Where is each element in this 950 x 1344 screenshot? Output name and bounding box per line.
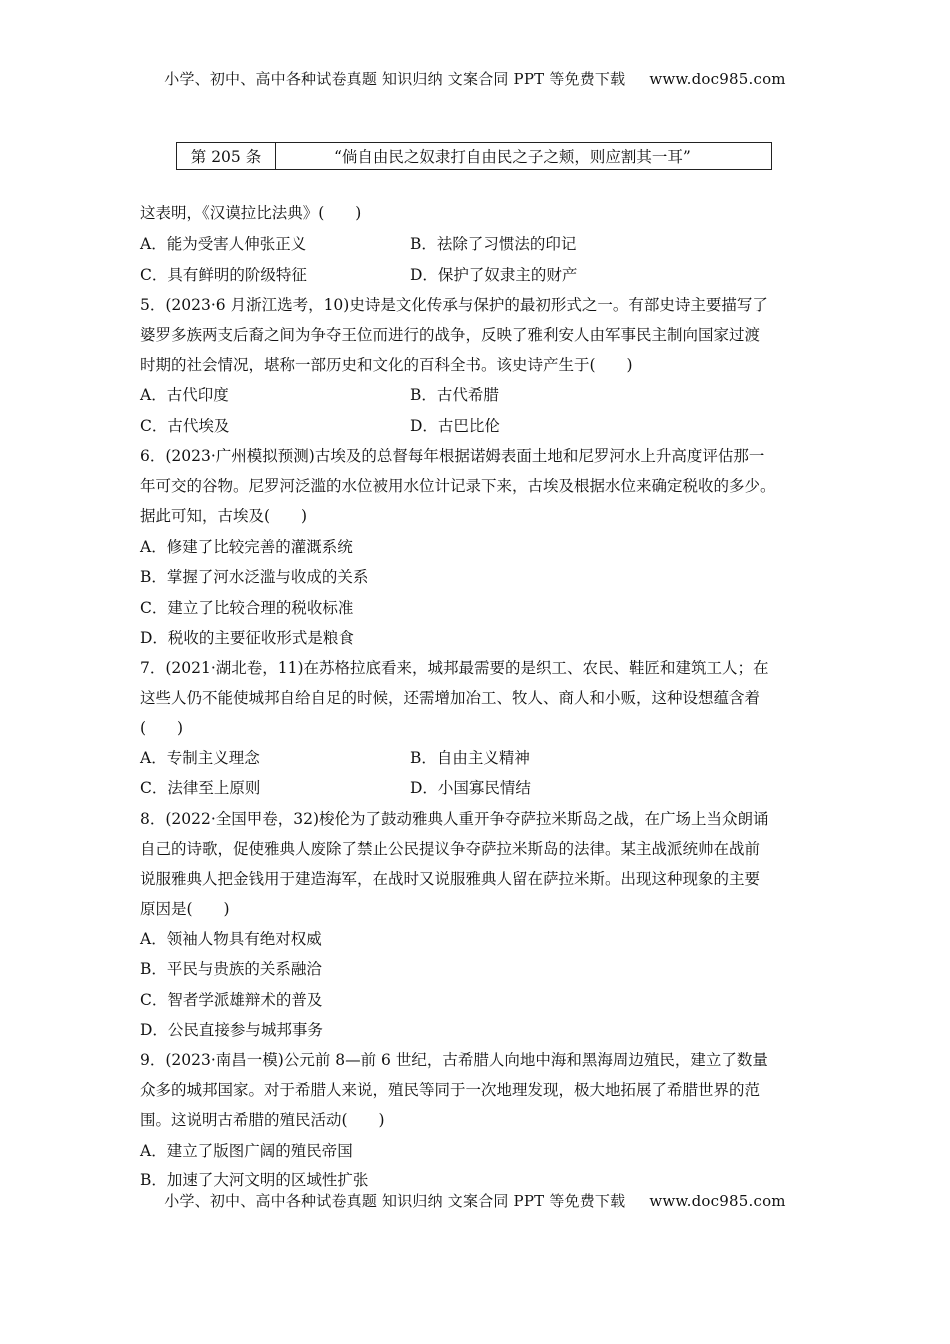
q4-option-b: B．祛除了习惯法的印记 — [410, 235, 577, 253]
q9-line-1: 9．(2023·南昌一模)公元前 8—前 6 世纪，古希腊人向地中海和黑海周边殖民，建立了数量 — [140, 1051, 768, 1069]
q8-option-d: D．公民直接参与城邦事务 — [140, 1021, 323, 1039]
page-header — [0, 68, 950, 89]
footer-text: 小学、初中、高中各种试卷真题 知识归纳 文案合同 PPT 等免费下载 — [164, 1192, 626, 1210]
q5-option-b: B．古代希腊 — [410, 386, 499, 404]
q7-option-b: B．自由主义精神 — [410, 749, 530, 767]
q8-option-a: A．领袖人物具有绝对权威 — [140, 930, 322, 948]
q5-option-c: C．古代埃及 — [140, 417, 230, 435]
q8-line-2: 自己的诗歌，促使雅典人废除了禁止公民提议争夺萨拉米斯岛的法律。某主战派统帅在战前 — [140, 840, 761, 858]
q5-line-2: 婆罗多族两支后裔之间为争夺王位而进行的战争，反映了雅利安人由军事民主制向国家过渡 — [140, 326, 761, 344]
page-footer — [0, 1190, 950, 1211]
q9-line-3: 围。这说明古希腊的殖民活动( ) — [140, 1111, 385, 1129]
q4-option-d: D．保护了奴隶主的财产 — [410, 266, 578, 284]
footer-url[interactable]: www.doc985.com — [649, 1192, 786, 1210]
law-article: 第 205 条 — [177, 143, 276, 169]
q6-option-b: B．掌握了河水泛滥与收成的关系 — [140, 568, 369, 586]
q9-option-a: A．建立了版图广阔的殖民帝国 — [140, 1142, 353, 1160]
q5-line-3: 时期的社会情况，堪称一部历史和文化的百科全书。该史诗产生于( ) — [140, 356, 633, 374]
q6-option-c: C．建立了比较合理的税收标准 — [140, 599, 354, 617]
q6-line-1: 6．(2023·广州模拟预测)古埃及的总督每年根据诺姆表面土地和尼罗河水上升高度评估那一 — [140, 447, 765, 465]
q6-line-2: 年可交的谷物。尼罗河泛滥的水位被用水位计记录下来，古埃及根据水位来确定税收的多少。 — [140, 477, 776, 495]
q7-line-1: 7．(2021·湖北卷，11)在苏格拉底看来，城邦最需要的是织工、农民、鞋匠和建筑工人；在 — [140, 659, 769, 677]
q5-option-d: D．古巴比伦 — [410, 417, 500, 435]
q4-option-c: C．具有鲜明的阶级特征 — [140, 266, 307, 284]
q8-option-b: B．平民与贵族的关系融洽 — [140, 960, 322, 978]
q7-option-a: A．专制主义理念 — [140, 749, 260, 767]
q8-line-1: 8．(2022·全国甲卷，32)梭伦为了鼓动雅典人重开争夺萨拉米斯岛之战，在广场上当众朗诵 — [140, 810, 769, 828]
q7-line-2: 这些人仍不能使城邦自给自足的时候，还需增加冶工、牧人、商人和小贩，这种设想蕴含着 — [140, 689, 761, 707]
q8-option-c: C．智者学派雄辩术的普及 — [140, 991, 323, 1009]
q9-line-2: 众多的城邦国家。对于希腊人来说，殖民等同于一次地理发现，极大地拓展了希腊世界的范 — [140, 1081, 761, 1099]
q4-option-a: A．能为受害人伸张正义 — [140, 235, 307, 253]
q4-stem: 这表明，《汉谟拉比法典》( ) — [140, 204, 362, 222]
q8-line-4: 原因是( ) — [140, 900, 230, 918]
header-url[interactable]: www.doc985.com — [649, 70, 786, 88]
q9-option-b: B．加速了大河文明的区域性扩张 — [140, 1171, 369, 1189]
q5-line-1: 5．(2023·6 月浙江选考，10)史诗是文化传承与保护的最初形式之一。有部史诗主要描写了 — [140, 296, 768, 314]
header-text: 小学、初中、高中各种试卷真题 知识归纳 文案合同 PPT 等免费下载 — [164, 70, 626, 88]
q6-option-a: A．修建了比较完善的灌溉系统 — [140, 538, 353, 556]
q6-option-d: D．税收的主要征收形式是粮食 — [140, 629, 354, 647]
q7-option-d: D．小国寡民情结 — [410, 779, 531, 797]
law-content: “倘自由民之奴隶打自由民之子之颊，则应割其一耳” — [334, 148, 691, 166]
law-table — [176, 142, 772, 170]
q7-line-3: ( ) — [140, 719, 184, 737]
q7-option-c: C．法律至上原则 — [140, 779, 261, 797]
q5-option-a: A．古代印度 — [140, 386, 229, 404]
q8-line-3: 说服雅典人把金钱用于建造海军，在战时又说服雅典人留在萨拉米斯。出现这种现象的主要 — [140, 870, 761, 888]
q6-line-3: 据此可知，古埃及( ) — [140, 507, 308, 525]
